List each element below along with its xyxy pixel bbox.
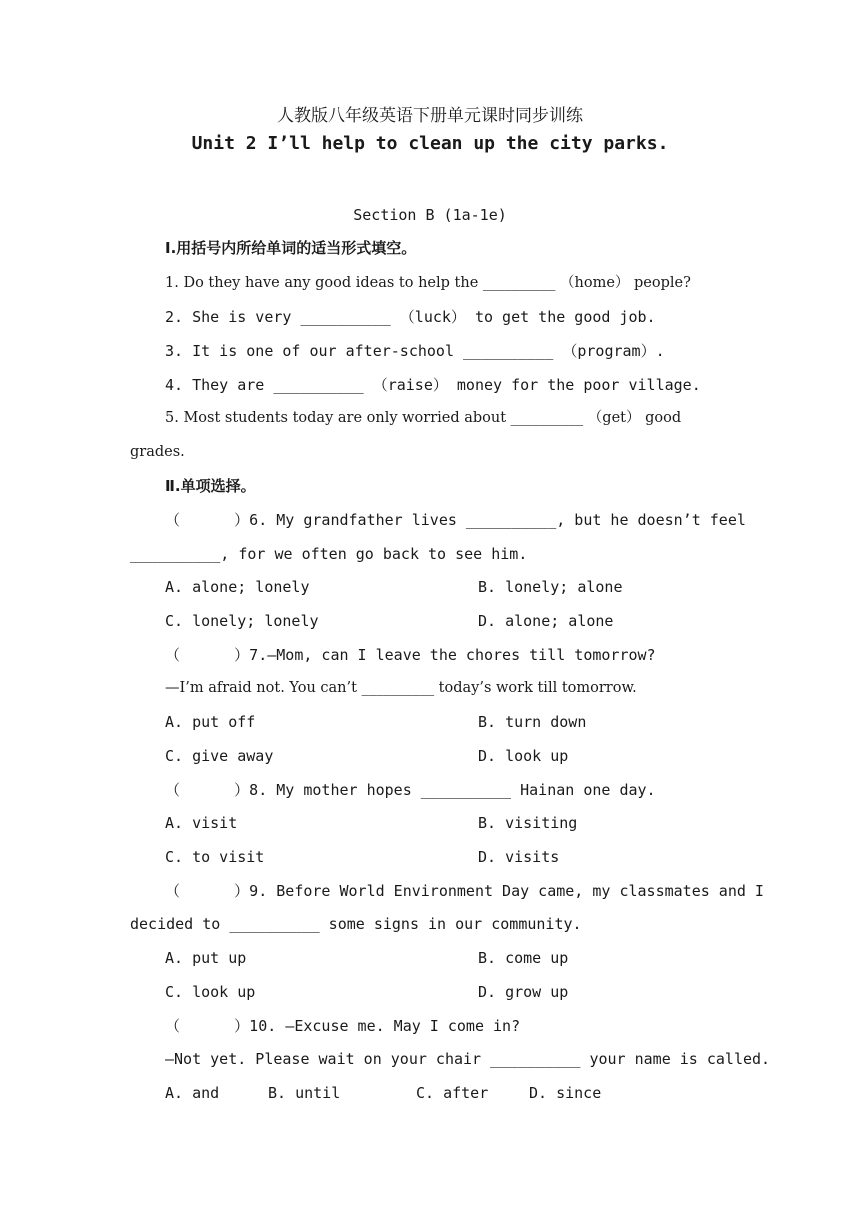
option-7b: B. turn down	[478, 713, 587, 731]
question-1: 1. Do they have any good ideas to help the __________ （home） people?	[165, 275, 691, 291]
question-4: 4. They are __________ （raise） money for the poor village.	[165, 376, 701, 394]
option-9c: C. look up	[165, 983, 256, 1001]
option-6d: D. alone; alone	[478, 612, 614, 630]
question-6-line-1: （ ）6. My grandfather lives __________, but he doesn’t feel	[165, 511, 746, 529]
question-9-line-1: （ ）9. Before World Environment Day came, my classmates and I	[165, 882, 764, 900]
option-8b: B. visiting	[478, 814, 578, 832]
option-8c: C. to visit	[165, 848, 265, 866]
option-10d: D. since	[529, 1084, 602, 1102]
question-9-line-2: decided to __________ some signs in our community.	[130, 915, 582, 933]
option-6c: C. lonely; lonely	[165, 612, 319, 630]
document-title-cn: 人教版八年级英语下册单元课时同步训练	[277, 106, 583, 126]
part1-heading: Ⅰ.用括号内所给单词的适当形式填空。	[165, 239, 417, 257]
question-6-line-2: __________, for we often go back to see him.	[130, 545, 528, 563]
option-8d: D. visits	[478, 848, 560, 866]
question-5-line-2: grades.	[130, 444, 185, 460]
option-6a: A. alone; lonely	[165, 578, 310, 596]
question-10-line-2: —Not yet. Please wait on your chair __________ your name is called.	[165, 1050, 771, 1068]
question-7-line-1: （ ）7.—Mom, can I leave the chores till tomorrow?	[165, 646, 656, 664]
section-label: Section B (1a-1e)	[353, 206, 507, 224]
option-8a: A. visit	[165, 814, 238, 832]
option-10b: B. until	[268, 1084, 341, 1102]
option-10a: A. and	[165, 1084, 220, 1102]
question-7-line-2: —I’m afraid not. You can’t __________ today’s work till tomorrow.	[165, 680, 637, 696]
question-8: （ ）8. My mother hopes __________ Hainan one day.	[165, 781, 656, 799]
part2-heading: Ⅱ.单项选择。	[165, 477, 256, 495]
document-title-en: Unit 2 I’ll help to clean up the city parks.	[191, 133, 669, 154]
option-9b: B. come up	[478, 949, 569, 967]
question-2: 2. She is very __________ （luck） to get the good job.	[165, 308, 656, 326]
option-6b: B. lonely; alone	[478, 578, 623, 596]
option-9a: A. put up	[165, 949, 247, 967]
option-10c: C. after	[416, 1084, 489, 1102]
option-9d: D. grow up	[478, 983, 569, 1001]
option-7c: C. give away	[165, 747, 274, 765]
question-5-line-1: 5. Most students today are only worried about __________ （get） good	[165, 410, 682, 426]
option-7a: A. put off	[165, 713, 256, 731]
question-3: 3. It is one of our after-school __________ （program）.	[165, 342, 665, 360]
option-7d: D. look up	[478, 747, 569, 765]
question-10-line-1: （ ）10. —Excuse me. May I come in?	[165, 1017, 521, 1035]
